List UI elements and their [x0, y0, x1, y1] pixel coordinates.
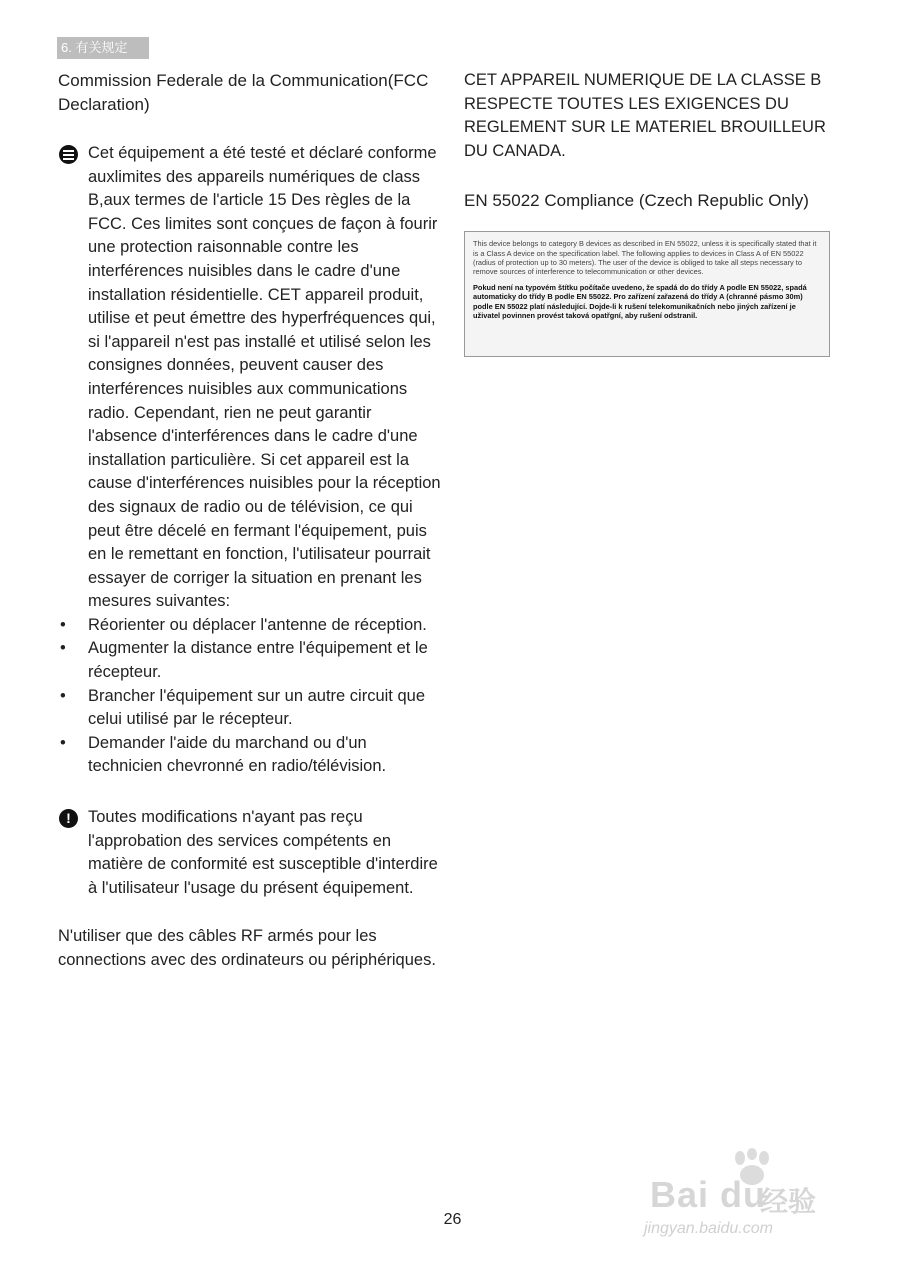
- right-column: [464, 69, 844, 357]
- watermark-url: jingyan.baidu.com: [644, 1220, 773, 1237]
- mitigation-list: [58, 614, 443, 779]
- list-item: • Brancher l'équipement sur un autre circuit que celui utilisé par le récepteur.: [60, 686, 426, 729]
- warning-block: [58, 806, 443, 900]
- canada-statement: CET APPAREIL NUMERIQUE DE LA CLASSE B RESPECTE TOUTES LES EXIGENCES DU REGLEMENT SUR LE MATERIEL BROUILLEUR DU CANADA.: [464, 71, 826, 160]
- left-column: [58, 69, 443, 973]
- compliance-english-text: This device belongs to category B devices as described in EN 55022, unless it is specifically stated that it is a Class A device on the specification label. The following applies to devices in Class A of EN 55022 (radius of protection up to 30 meters). The user of the device is obliged to take all steps necessary to remove sources of interference to telecommunication or other devices.: [473, 239, 817, 276]
- baidu-watermark: [640, 1148, 860, 1248]
- note-block: [58, 142, 443, 614]
- bullet-icon: •: [60, 686, 66, 705]
- list-item: • Augmenter la distance entre l'équipement et le récepteur.: [60, 639, 428, 682]
- list-item: • Réorienter ou déplacer l'antenne de réception.: [58, 614, 443, 638]
- section-tab: 6. 有关规定: [57, 37, 149, 59]
- closing-text: N'utiliser que des câbles RF armés pour les connections avec des ordinateurs ou périphériques.: [58, 927, 436, 969]
- bullet-icon: •: [60, 733, 66, 752]
- note-icon: [59, 145, 78, 164]
- watermark-chinese: 经验: [760, 1186, 817, 1217]
- compliance-czech-text: Pokud není na typovém štítku počítače uvedeno, že spadá do do třídy A podle EN 55022, spadá automaticky do třídy B podle EN 55022. Pro zařízení zařazená do třídy A (chranné pásmo 30m) podle EN 55022 platí následující. Dojde-li k rušení telekomunikačních nebo jiných zařízení je uživatel povinnen provést taková opatřgní, aby rušení odstranil.: [473, 283, 807, 320]
- en55022-heading: EN 55022 Compliance (Czech Republic Only): [464, 191, 809, 211]
- watermark-brand: Bai du: [650, 1174, 767, 1215]
- bullet-icon: •: [60, 615, 66, 634]
- compliance-notice-image: [464, 231, 830, 357]
- warning-text: Toutes modifications n'ayant pas reçu l'approbation des services compétents en matière de conformité est susceptible d'interdire à l'utilisateur l'usage du présent équipement.: [88, 808, 438, 897]
- fcc-heading: Commission Federale de la Communication(FCC Declaration): [58, 71, 429, 114]
- warning-icon: !: [59, 809, 78, 828]
- note-text: Cet équipement a été testé et déclaré conforme auxlimites des appareils numériques de class B,aux termes de l'article 15 Des règles de la FCC. Ces limites sont conçues de façon à fourir une protection raisonnable contre les interférences nuisibles dans le cadre d'une installation résidentielle. CET appareil produit, utilise et peut émettre des hyperfréquences qui, si l'appareil n'est pas installé et utilisé selon les consignes données, peuvent causer des interférences nuisibles aux communications radio. Cependant, rien ne peut garantir l'absence d'interférences dans le cadre d'une installation particulière. Si cet appareil est la cause d'interférences nuisibles pour la réception des signaux de radio ou de télévision, ce qui peut être décelé en fermant l'équipement, puis en le remettant en fonction, l'utilisateur pourrait essayer de corriger la situation en prenant les mesures suivantes:: [88, 144, 441, 611]
- bullet-icon: •: [60, 639, 66, 658]
- page-number: 26: [443, 1211, 462, 1228]
- list-item: • Demander l'aide du marchand ou d'un technicien chevronné en radio/télévision.: [60, 733, 387, 776]
